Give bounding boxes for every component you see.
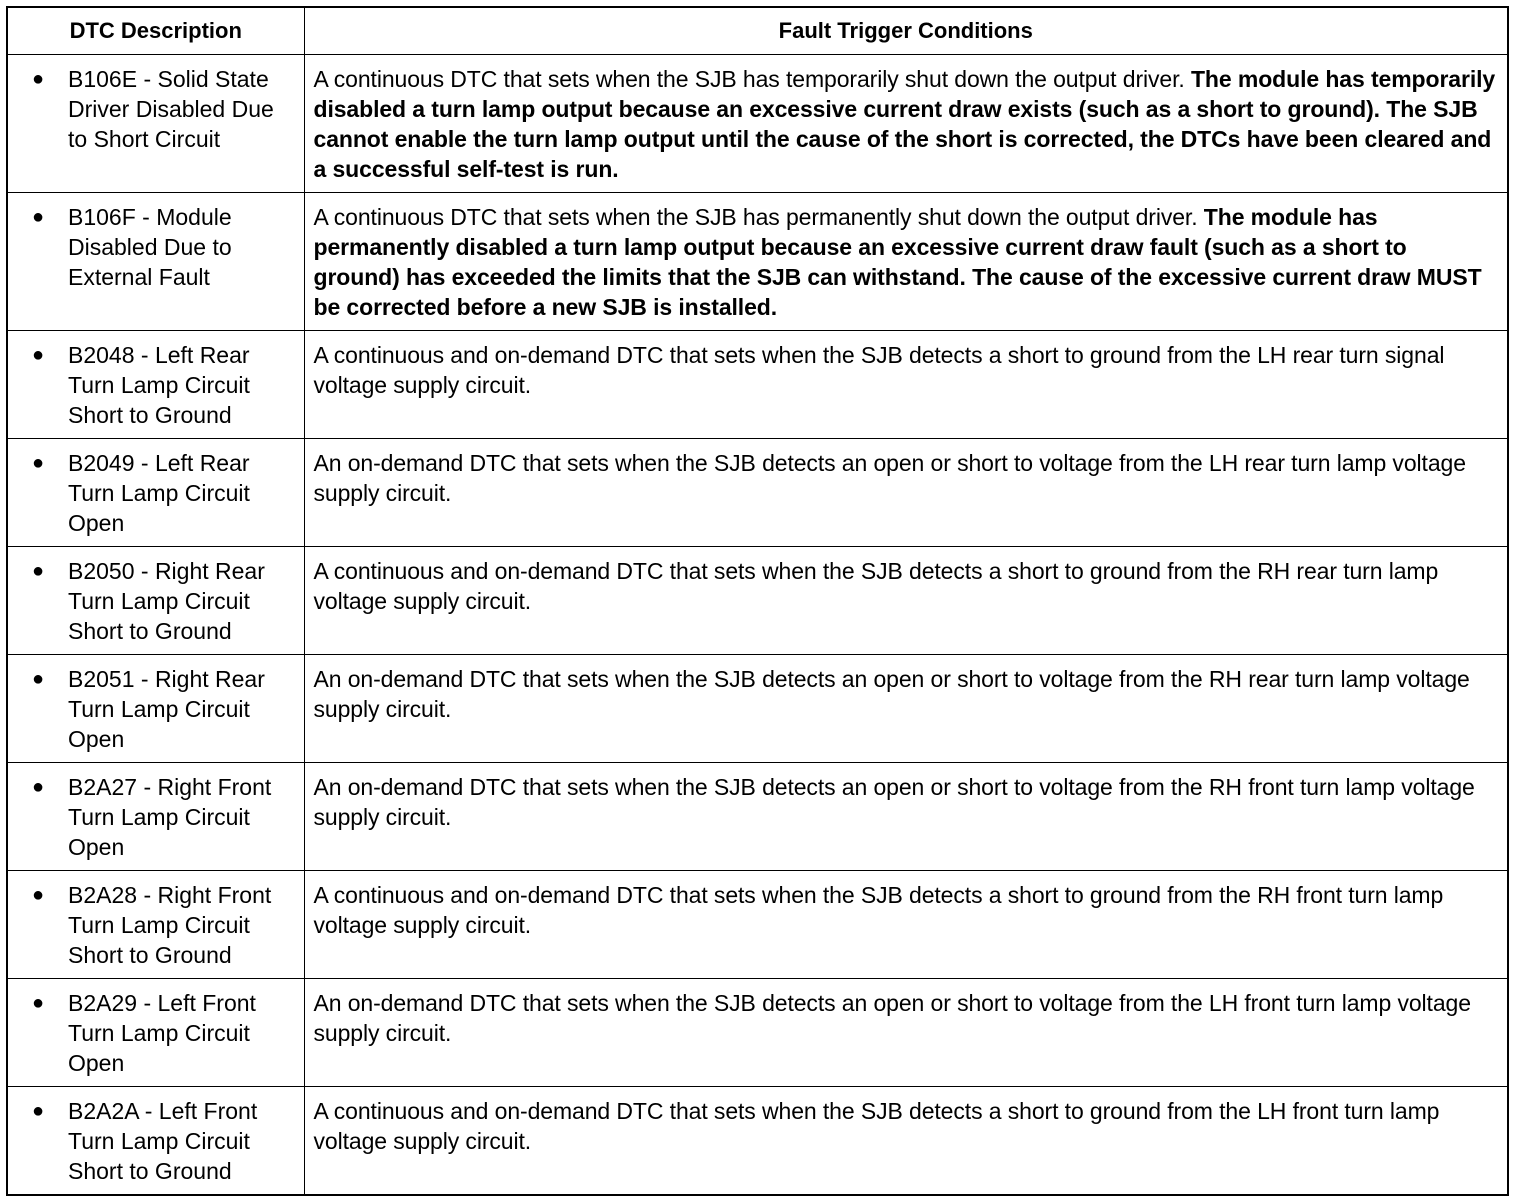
dtc-description: B2049 - Left Rear Turn Lamp Circuit Open <box>68 450 250 536</box>
bullet-icon: ● <box>32 884 45 906</box>
condition-text: A continuous and on-demand DTC that sets when the SJB detects a short to ground from the LH front turn lamp voltage supply circuit. <box>313 1098 1440 1154</box>
condition-text: An on-demand DTC that sets when the SJB detects an open or short to voltage from the RH front turn lamp voltage supply circuit. <box>313 774 1475 830</box>
table-row <box>7 979 1508 1087</box>
condition-text: A continuous and on-demand DTC that sets when the SJB detects a short to ground from the LH rear turn signal voltage supply circuit. <box>313 342 1445 398</box>
bullet-icon: ● <box>32 776 45 798</box>
bullet-icon: ● <box>32 992 45 1014</box>
table-row <box>7 871 1508 979</box>
table-row <box>7 439 1508 547</box>
dtc-description-cell <box>7 193 304 331</box>
dtc-description: B2A29 - Left Front Turn Lamp Circuit Open <box>68 990 256 1076</box>
bullet-icon: ● <box>32 668 45 690</box>
dtc-description-cell <box>7 871 304 979</box>
table-row <box>7 331 1508 439</box>
dtc-description-cell <box>7 655 304 763</box>
fault-condition-cell <box>304 871 1508 979</box>
table-row <box>7 763 1508 871</box>
condition-text: An on-demand DTC that sets when the SJB detects an open or short to voltage from the LH front turn lamp voltage supply circuit. <box>313 990 1471 1046</box>
fault-condition-cell <box>304 1087 1508 1196</box>
condition-text: A continuous and on-demand DTC that sets when the SJB detects a short to ground from the RH rear turn lamp voltage supply circuit. <box>313 558 1439 614</box>
condition-bold-text: The module has permanently disabled a turn lamp output because an excessive current draw fault (such as a short to ground) has exceeded the limits that the SJB can withstand. The cause of the excessive current draw MUST be corrected before a new SJB is installed. <box>313 204 1482 320</box>
dtc-description: B106F - Module Disabled Due to External Fault <box>68 204 232 290</box>
dtc-description: B2A28 - Right Front Turn Lamp Circuit Short to Ground <box>68 882 272 968</box>
dtc-description-cell <box>7 1087 304 1196</box>
header-dtc-description: DTC Description <box>7 7 304 55</box>
dtc-description-cell <box>7 979 304 1087</box>
dtc-description: B2A27 - Right Front Turn Lamp Circuit Open <box>68 774 272 860</box>
dtc-description-cell <box>7 547 304 655</box>
fault-condition-cell <box>304 439 1508 547</box>
table-row <box>7 55 1508 193</box>
condition-text: An on-demand DTC that sets when the SJB detects an open or short to voltage from the LH rear turn lamp voltage supply circuit. <box>313 450 1466 506</box>
dtc-description: B106E - Solid State Driver Disabled Due to Short Circuit <box>68 66 274 152</box>
condition-text: A continuous DTC that sets when the SJB has temporarily shut down the output driver. <box>313 66 1191 92</box>
bullet-icon: ● <box>32 206 45 228</box>
dtc-description-cell <box>7 55 304 193</box>
condition-text: A continuous DTC that sets when the SJB has permanently shut down the output driver. <box>313 204 1204 230</box>
condition-text: A continuous and on-demand DTC that sets when the SJB detects a short to ground from the RH front turn lamp voltage supply circuit. <box>313 882 1444 938</box>
bullet-icon: ● <box>32 452 45 474</box>
fault-condition-cell <box>304 331 1508 439</box>
fault-condition-cell <box>304 547 1508 655</box>
bullet-icon: ● <box>32 1100 45 1122</box>
dtc-description-cell <box>7 439 304 547</box>
table-row <box>7 547 1508 655</box>
dtc-description-cell <box>7 331 304 439</box>
table-row <box>7 1087 1508 1196</box>
fault-condition-cell <box>304 655 1508 763</box>
fault-condition-cell <box>304 763 1508 871</box>
fault-condition-cell <box>304 55 1508 193</box>
fault-condition-cell <box>304 193 1508 331</box>
table-row <box>7 655 1508 763</box>
table-row <box>7 193 1508 331</box>
bullet-icon: ● <box>32 560 45 582</box>
header-row <box>7 7 1508 55</box>
bullet-icon: ● <box>32 344 45 366</box>
dtc-description-cell <box>7 763 304 871</box>
condition-bold-text: The module has temporarily disabled a turn lamp output because an excessive current draw exists (such as a short to ground). The SJB cannot enable the turn lamp output until the cause of the short is corrected, the DTCs have been cleared and a successful self-test is run. <box>313 66 1496 182</box>
dtc-description: B2A2A - Left Front Turn Lamp Circuit Short to Ground <box>68 1098 258 1184</box>
condition-text: An on-demand DTC that sets when the SJB detects an open or short to voltage from the RH rear turn lamp voltage supply circuit. <box>313 666 1470 722</box>
dtc-description: B2051 - Right Rear Turn Lamp Circuit Open <box>68 666 265 752</box>
bullet-icon: ● <box>32 68 45 90</box>
header-fault-trigger-conditions: Fault Trigger Conditions <box>304 7 1508 55</box>
dtc-table <box>6 6 1509 1196</box>
fault-condition-cell <box>304 979 1508 1087</box>
dtc-description: B2048 - Left Rear Turn Lamp Circuit Short to Ground <box>68 342 250 428</box>
dtc-description: B2050 - Right Rear Turn Lamp Circuit Short to Ground <box>68 558 265 644</box>
table-body <box>7 55 1508 1196</box>
